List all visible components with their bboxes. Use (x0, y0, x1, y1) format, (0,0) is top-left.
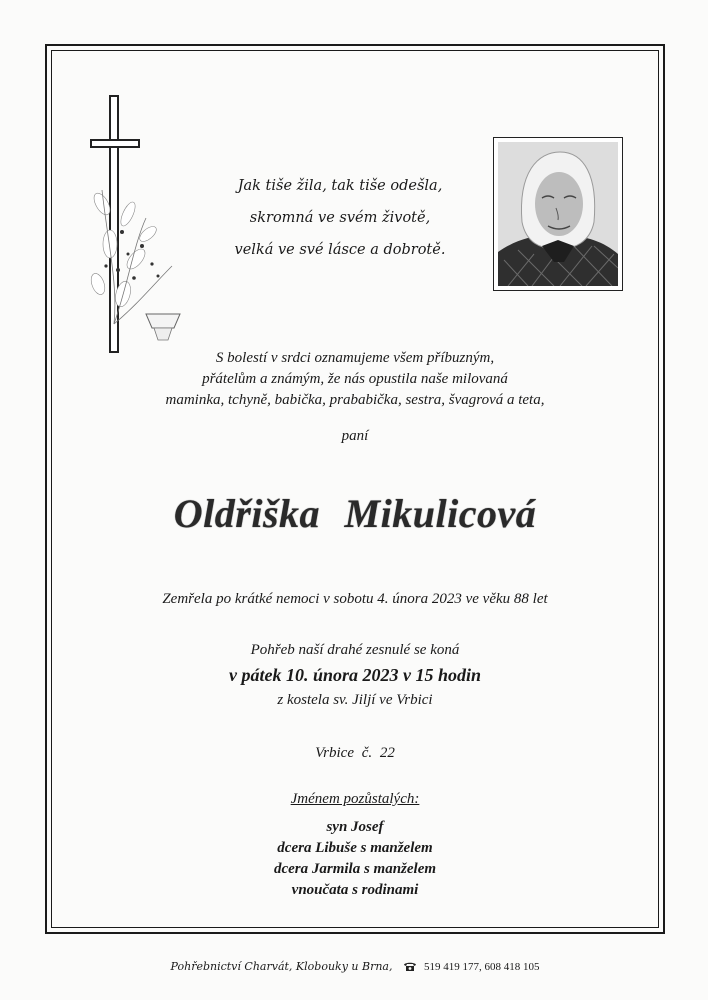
phone-numbers: 519 419 177, 608 418 105 (423, 961, 540, 973)
footer (60, 960, 650, 973)
verse-line: Jak tiše žila, tak tiše odešla, (237, 178, 443, 194)
mourner: vnoučata s rodinami (291, 882, 419, 898)
portrait-image (498, 142, 618, 286)
announcement-line: maminka, tchyně, babička, prababička, sestra, švagrová a teta, (165, 392, 545, 408)
death-note: Zemřela po krátké nemoci v sobotu 4. února 2023 ve věku 88 let (162, 591, 548, 607)
funeral-intro: Pohřeb naší drahé zesnulé se koná (250, 642, 460, 658)
phone-icon (403, 961, 417, 972)
honorific: paní (341, 428, 369, 444)
announcement-text (80, 348, 630, 411)
funeral-info (60, 640, 650, 710)
funeral-place: z kostela sv. Jiljí ve Vrbici (277, 692, 433, 708)
funeral-datetime: v pátek 10. února 2023 v 15 hodin (228, 665, 482, 685)
address: Vrbice č. 22 (315, 745, 395, 761)
deceased-name: Oldřiška Mikulicová (173, 491, 537, 536)
announcement-line: S bolestí v srdci oznamujeme všem příbuzným, (215, 350, 495, 366)
memorial-verse (195, 170, 485, 266)
mourner: syn Josef (326, 819, 384, 835)
portrait-photo (493, 137, 623, 291)
verse-line: velká ve své lásce a dobrotě. (234, 242, 446, 258)
mourners-block (60, 791, 650, 901)
funeral-home-name: Pohřebnictví Charvát, Klobouky u Brna, (170, 960, 393, 973)
mourner: dcera Jarmila s manželem (273, 861, 437, 877)
announcement-line: přátelům a známým, že nás opustila naše milovaná (202, 371, 508, 387)
cross-with-flowers-icon (88, 94, 188, 356)
mourners-heading: Jménem pozůstalých: (290, 791, 420, 807)
verse-line: skromná ve svém životě, (249, 210, 431, 226)
mourner: dcera Libuše s manželem (277, 840, 433, 856)
